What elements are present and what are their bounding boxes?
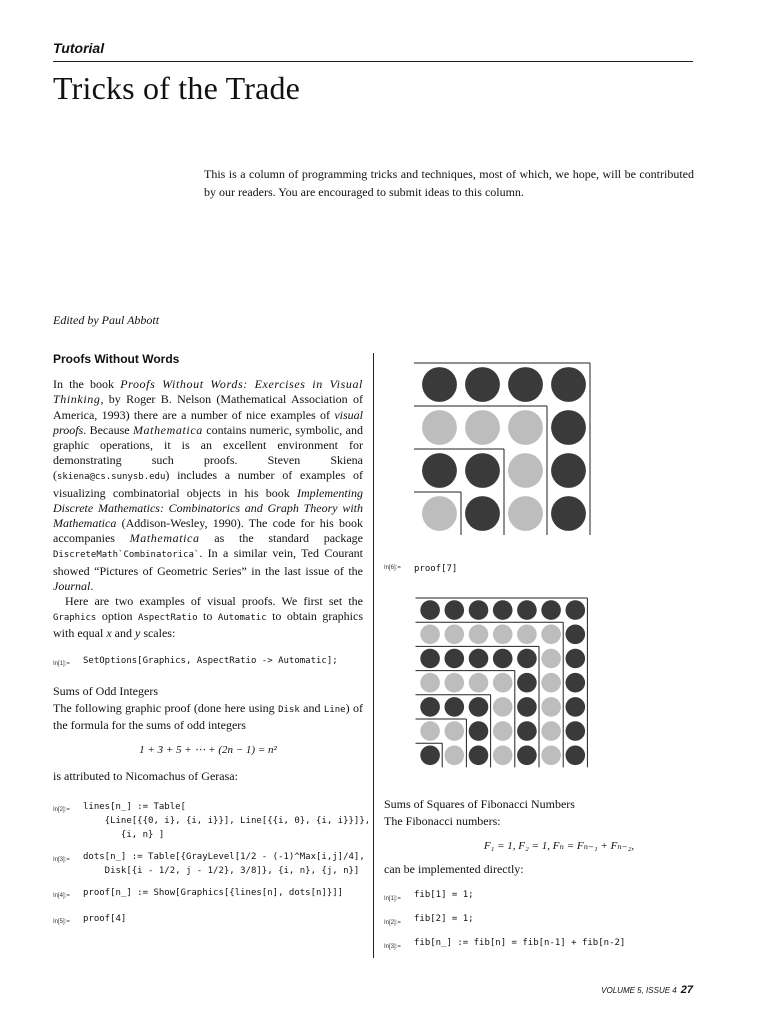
proof-disk xyxy=(469,745,489,765)
proof-disk xyxy=(469,697,489,717)
proof-disk xyxy=(420,673,440,693)
proof-disk xyxy=(469,721,489,741)
proof-7-figure xyxy=(413,593,589,769)
input-cell-proof7: In[6]:= proof[7] xyxy=(384,564,458,574)
proof-disk xyxy=(551,496,586,531)
proof-disk xyxy=(565,624,585,644)
proof-disk xyxy=(422,367,457,402)
proof-disk xyxy=(444,745,464,765)
proof-disk xyxy=(551,453,586,488)
proof-disk xyxy=(465,410,500,445)
proof-disk xyxy=(517,649,537,669)
paragraph-odd: The following graphic proof (done here using Disk and Line) of the formula for the sums of odd integers xyxy=(53,701,364,733)
proof-disk xyxy=(465,453,500,488)
proof-disk xyxy=(493,673,513,693)
input-cell: In[5]:= proof[4] xyxy=(53,914,127,926)
proof-disk xyxy=(444,697,464,717)
proof-disk xyxy=(517,745,537,765)
fib-intro: The Fibonacci numbers: xyxy=(384,814,501,828)
proof-disk xyxy=(465,367,500,402)
fib-formula: F₁ = 1, F₂ = 1, Fₙ = Fₙ₋₁ + Fₙ₋₂, xyxy=(483,840,635,852)
proof-disk xyxy=(541,673,561,693)
input-cell: In[2]:= fib[2] = 1; xyxy=(384,914,474,926)
proof-disk xyxy=(551,367,586,402)
proof-disk xyxy=(422,410,457,445)
fib-impl-text: can be implemented directly: xyxy=(384,862,524,876)
proof-disk xyxy=(508,496,543,531)
proof-disk xyxy=(422,496,457,531)
proof-disk xyxy=(565,721,585,741)
proof-disk xyxy=(551,410,586,445)
proof-disk xyxy=(420,649,440,669)
proof-disk xyxy=(493,649,513,669)
proof-disk xyxy=(493,624,513,644)
proof-disk xyxy=(565,745,585,765)
proof-disk xyxy=(508,367,543,402)
proof-disk xyxy=(469,649,489,669)
proof-disk xyxy=(517,600,537,620)
proof-disk xyxy=(420,600,440,620)
proof-disk xyxy=(517,624,537,644)
proof-disk xyxy=(517,673,537,693)
proof-disk xyxy=(493,600,513,620)
page-number: 27 xyxy=(680,984,693,996)
page-title: Tricks of the Trade xyxy=(53,70,301,106)
input-cell: In[3]:= fib[n_] := fib[n] = fib[n-1] + fib[n-2] xyxy=(384,938,626,950)
page-footer xyxy=(601,984,693,996)
volume-label: VOLUME 5, ISSUE 4 xyxy=(601,986,677,995)
proof-disk xyxy=(469,624,489,644)
proof-disk xyxy=(444,721,464,741)
subsection-heading: Sums of Odd Integers xyxy=(53,683,158,698)
right-column-text xyxy=(384,796,694,956)
section-label: Tutorial xyxy=(53,40,105,56)
proof-disk xyxy=(444,600,464,620)
input-cell: In[2]:= lines[n_] := Table[ {Line[{{0, i}, {i, i}}], Line[{{i, 0}, {i, i}}]}, {i, n} ] xyxy=(53,801,371,840)
proof-disk xyxy=(422,453,457,488)
paragraph-examples: Here are two examples of visual proofs. We first set the Graphics option AspectRatio to Automatic to obtain graphics with equal x and y scales: xyxy=(53,594,363,641)
proof-disk xyxy=(493,721,513,741)
left-column xyxy=(53,352,371,930)
proof-disk xyxy=(444,624,464,644)
proof-disk xyxy=(541,721,561,741)
column-rule xyxy=(373,353,374,958)
attribution: is attributed to Nicomachus of Gerasa: xyxy=(53,768,238,783)
proof-disk xyxy=(508,410,543,445)
input-cell: In[1]:= fib[1] = 1; xyxy=(384,890,474,902)
proof-disk xyxy=(420,721,440,741)
input-cell: In[4]:= proof[n_] := Show[Graphics[{lines[n], dots[n]}]] xyxy=(53,887,344,899)
proof-disk xyxy=(541,697,561,717)
proof-disk xyxy=(565,649,585,669)
proof-disk xyxy=(444,649,464,669)
proof-disk xyxy=(444,673,464,693)
fib-heading: Sums of Squares of Fibonacci Numbers xyxy=(384,797,575,811)
proof-disk xyxy=(493,697,513,717)
section-heading: Proofs Without Words xyxy=(53,352,180,366)
proof-disk xyxy=(508,453,543,488)
proof-disk xyxy=(565,697,585,717)
proof-disk xyxy=(420,697,440,717)
proof-disk xyxy=(469,673,489,693)
proof-disk xyxy=(517,721,537,741)
proof-disk xyxy=(541,649,561,669)
proof-disk xyxy=(420,624,440,644)
proof-disk xyxy=(565,673,585,693)
input-cell: In[3]:= dots[n_] := Table[{GrayLevel[1/2 - (-1)^Max[i,j]/4], Disk[{i - 1/2, j - 1/2}, 3/8]}, {i, n}, {j, n}] xyxy=(53,851,365,876)
proof-disk xyxy=(565,600,585,620)
proof-disk xyxy=(493,745,513,765)
proof-disk xyxy=(541,745,561,765)
header-rule xyxy=(53,61,693,62)
odd-sum-formula: 1 + 3 + 5 + ⋯ + (2n − 1) = n² xyxy=(139,744,277,757)
proof-disk xyxy=(420,745,440,765)
proof-disk xyxy=(541,600,561,620)
proof-disk xyxy=(465,496,500,531)
input-cell: In[1]:= SetOptions[Graphics, AspectRatio -> Automatic]; xyxy=(53,655,338,667)
proof-disk xyxy=(517,697,537,717)
proof-disk xyxy=(469,600,489,620)
editor-credit: Edited by Paul Abbott xyxy=(53,313,160,327)
paragraph-intro: In the book Proofs Without Words: Exercises in Visual Thinking, by Roger B. Nelson (Mathematical Association of America, 1993) there are a number of nice examples of visual proofs. Because Mathematica contains numeric, symbolic, and graphic operations, it is an excellent environment for demonstrating such proofs. Steven Skiena (skiena@cs.sunysb.edu) includes a number of examples of visualizing combinatorial objects in his book Implementing Discrete Mathematics: Combinatorics and Graph Theory with Mathematica (Addison-Wesley, 1990). The code for his book accompanies Mathematica as the standard package DiscreteMath`Combinatorica`. In a similar vein, Ted Courant showed “Pictures of Geometric Series” in the last issue of the Journal. xyxy=(53,377,363,593)
proof-disk xyxy=(541,624,561,644)
proof-4-figure xyxy=(410,355,592,537)
intro-paragraph: This is a column of programming tricks and techniques, most of which, we hope, will be contributed by our readers. You are encouraged to submit ideas to this column. xyxy=(204,167,694,199)
